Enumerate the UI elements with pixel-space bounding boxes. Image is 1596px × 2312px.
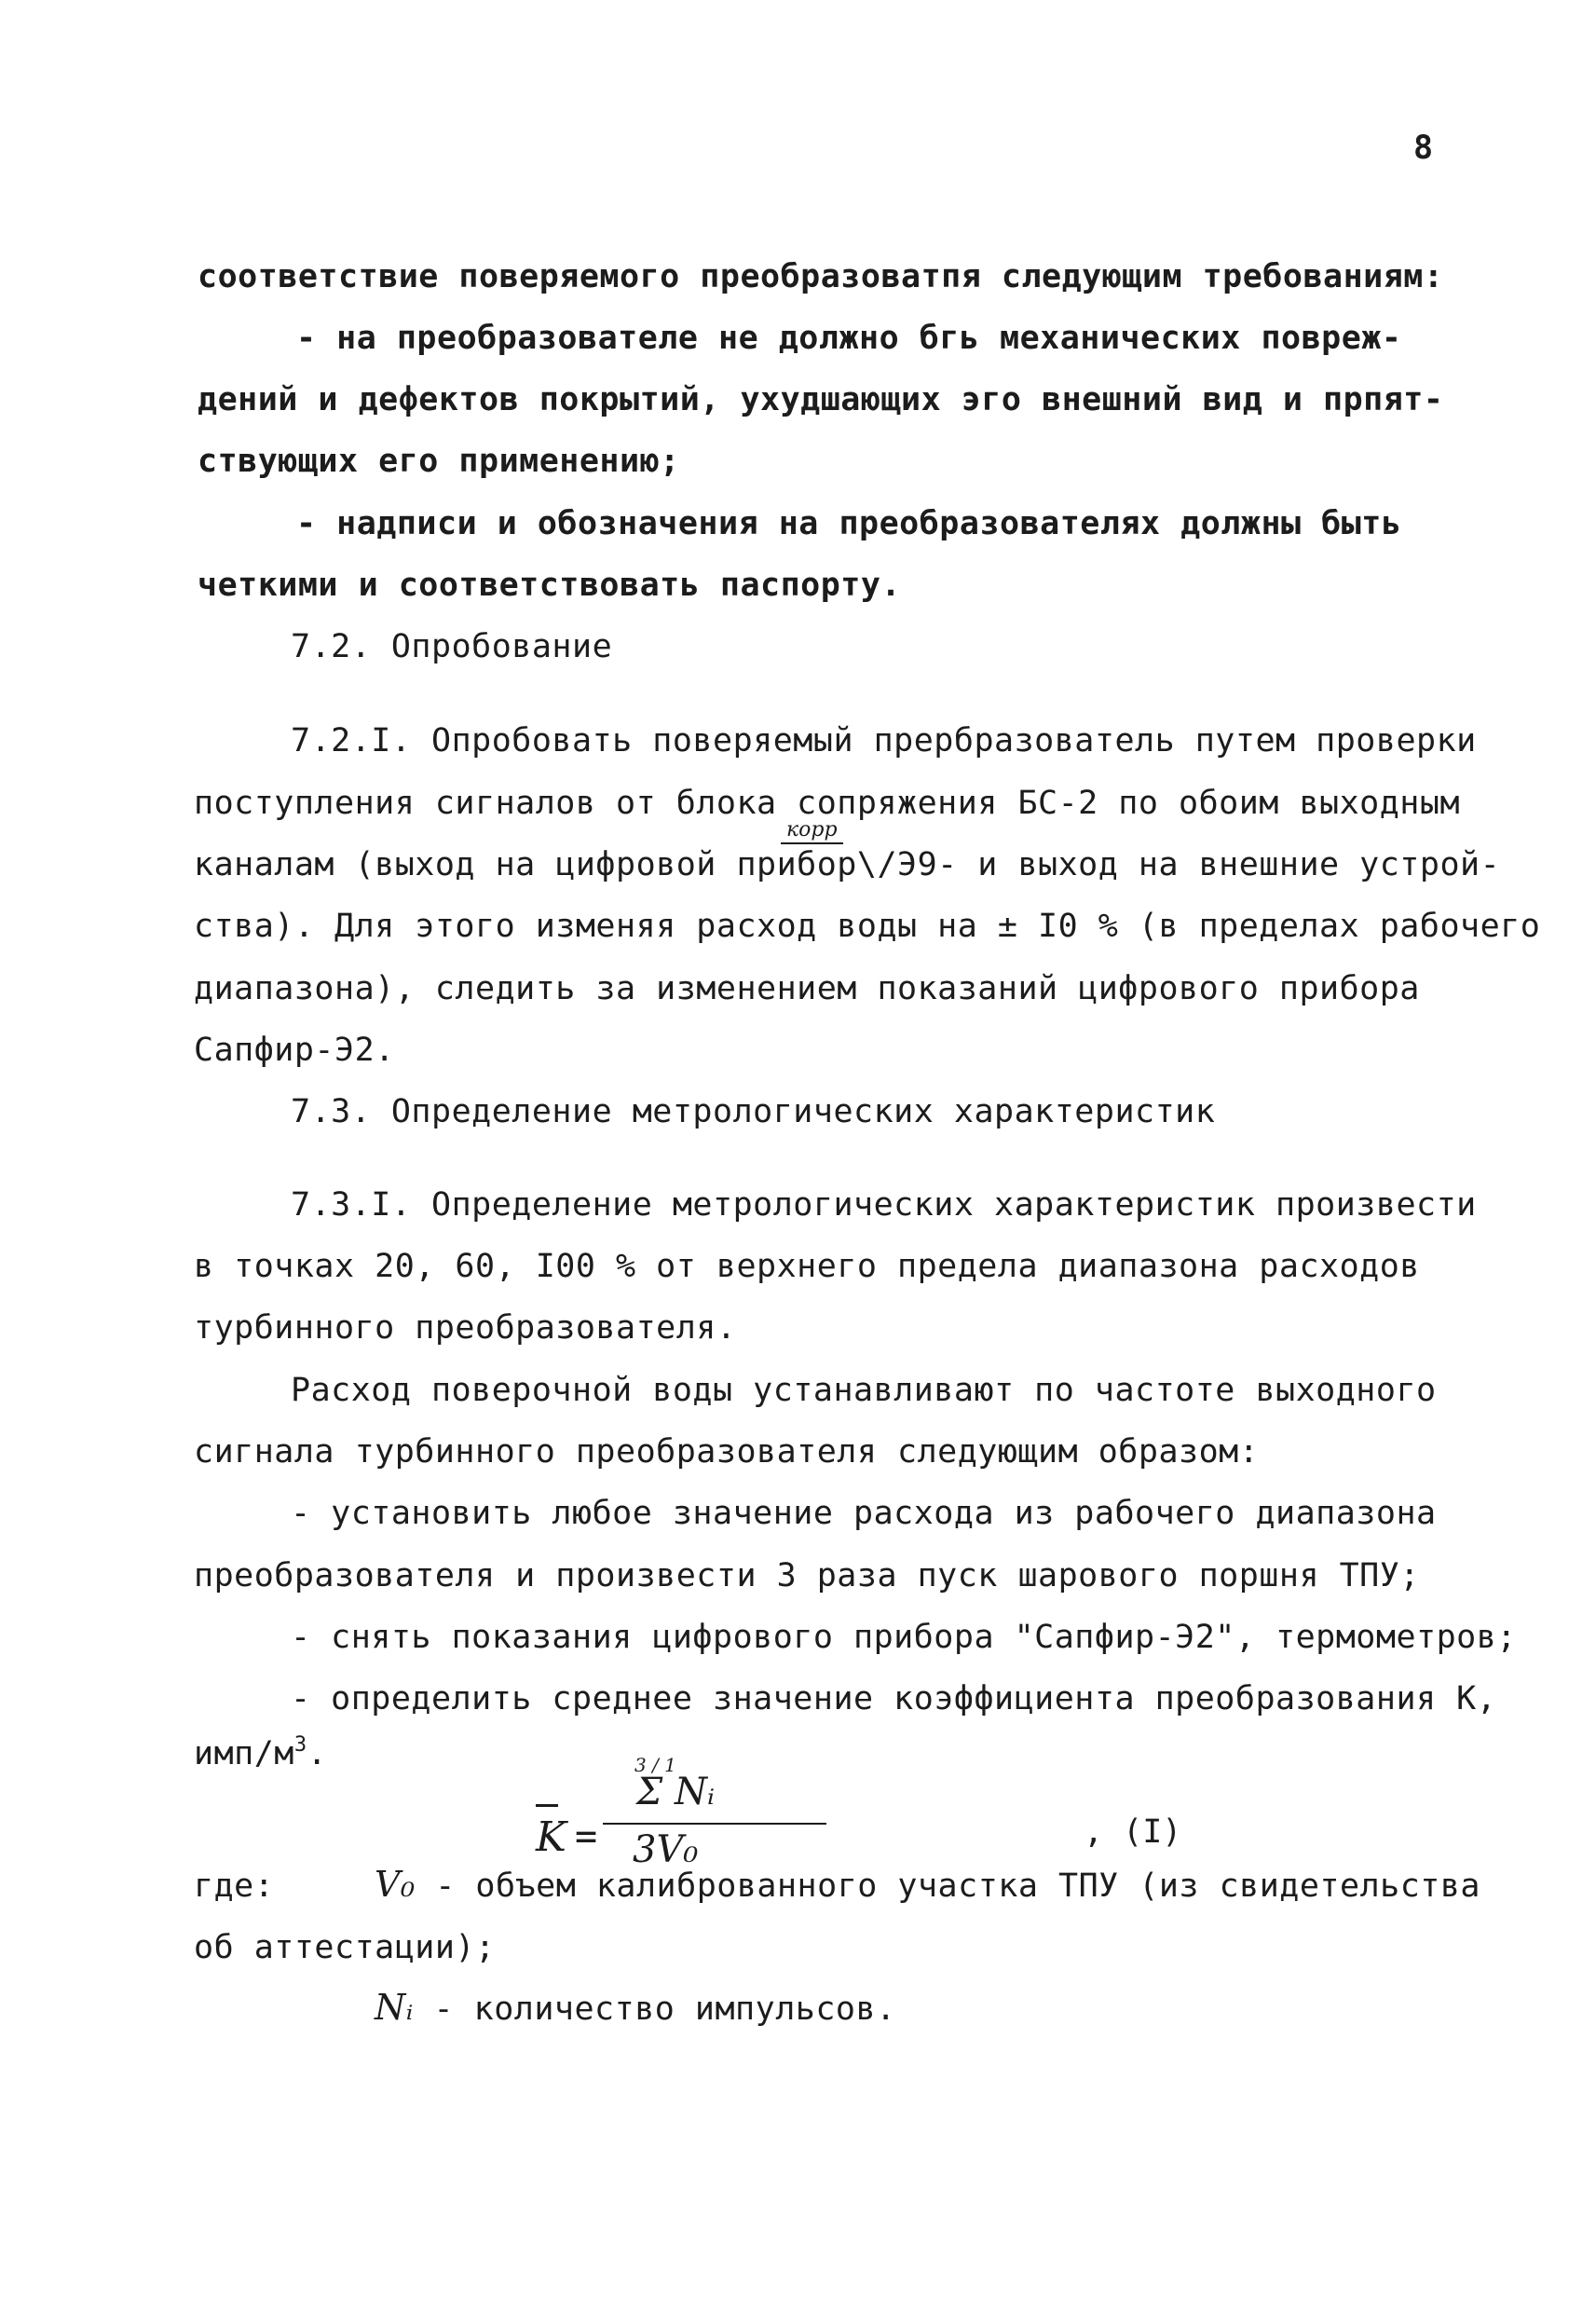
text-line: - снять показания цифрового прибора "Сапфир-Э2", термометров; (291, 1619, 1517, 1656)
text-line: диапазона), следить за изменением показаний цифрового прибора (194, 970, 1420, 1007)
where-label: где: (194, 1867, 275, 1905)
legend-text: - количество импульсов. (433, 1991, 896, 2028)
formula-denominator: 3V₀ (633, 1828, 699, 1871)
formula-numerator: Σ Nᵢ (636, 1771, 716, 1813)
handwritten-correction: корр (781, 818, 843, 844)
text-line: дений и дефектов покрытий, ухудшающих эго внешний вид и прпят- (198, 381, 1444, 418)
text-line: 7.3.I. Определение метрологических характеристик произвести (291, 1186, 1477, 1224)
text-line: - надписи и обозначения на преобразователях должны быть (296, 505, 1402, 542)
symbol-v0: V₀ (375, 1864, 416, 1905)
unit-superscript: 3 (293, 1733, 307, 1757)
text-line: соответствие поверяемого преобразоватпя следующим требованиям: (198, 258, 1444, 295)
formula-equals: = (575, 1815, 598, 1858)
text-line: ствующих его применению; (198, 443, 680, 480)
text-line: сигнала турбинного преобразователя следующим образом: (194, 1433, 1260, 1471)
formula-overbar (536, 1804, 558, 1807)
unit-end: . (307, 1735, 328, 1772)
text-line: четкими и соответствовать паспорту. (198, 567, 902, 604)
legend-line (375, 1864, 1480, 1907)
formula-number: , (I) (1084, 1813, 1182, 1851)
legend-text: - объем калиброванного участка ТПУ (из свидетельства (435, 1867, 1480, 1905)
formula-sum-limits: 3 / 1 (634, 1754, 676, 1776)
text-line: - установить любое значение расхода из рабочего диапазона (291, 1495, 1437, 1532)
text-line: ства). Для этого изменяя расход воды на ± I0 % (в пределах рабочего (194, 908, 1541, 945)
text-line: об аттестации); (194, 1929, 496, 1966)
text-line: поступления сигналов от блока сопряжения БС-2 по обоим выходным (194, 785, 1461, 822)
text-line: турбинного преобразователя. (194, 1309, 737, 1347)
symbol-ni: Nᵢ (375, 1987, 414, 2028)
unit-text: имп/м (194, 1735, 294, 1772)
formula-fraction-bar (603, 1823, 826, 1825)
legend-line (375, 1987, 896, 2030)
text-line: 7.2.I. Опробовать поверяемый прербразователь путем проверки (291, 722, 1477, 759)
section-heading: 7.3. Определение метрологических характеристик (291, 1093, 1216, 1130)
text-line: Сапфир-Э2. (194, 1032, 395, 1069)
text-line: каналам (выход на цифровой прибор\/Э9- и выход на внешние устрой- (194, 846, 1501, 883)
legend-line (194, 1866, 274, 1907)
text-line: - на преобразователе не должно бгь механических повреж- (296, 320, 1402, 357)
text-line: преобразователя и произвести 3 раза пуск шарового поршня ТПУ; (194, 1557, 1420, 1594)
text-line: Расход поверочной воды устанавливают по частоте выходного (291, 1372, 1437, 1409)
text-line: в точках 20, 60, I00 % от верхнего предела диапазона расходов (194, 1248, 1420, 1285)
formula-lhs: K (536, 1813, 566, 1861)
text-line (194, 1733, 327, 1779)
text-line: - определить среднее значение коэффициента преобразования К, (291, 1680, 1497, 1717)
page-number: 8 (1413, 130, 1434, 167)
section-heading: 7.2. Опробование (291, 628, 613, 665)
